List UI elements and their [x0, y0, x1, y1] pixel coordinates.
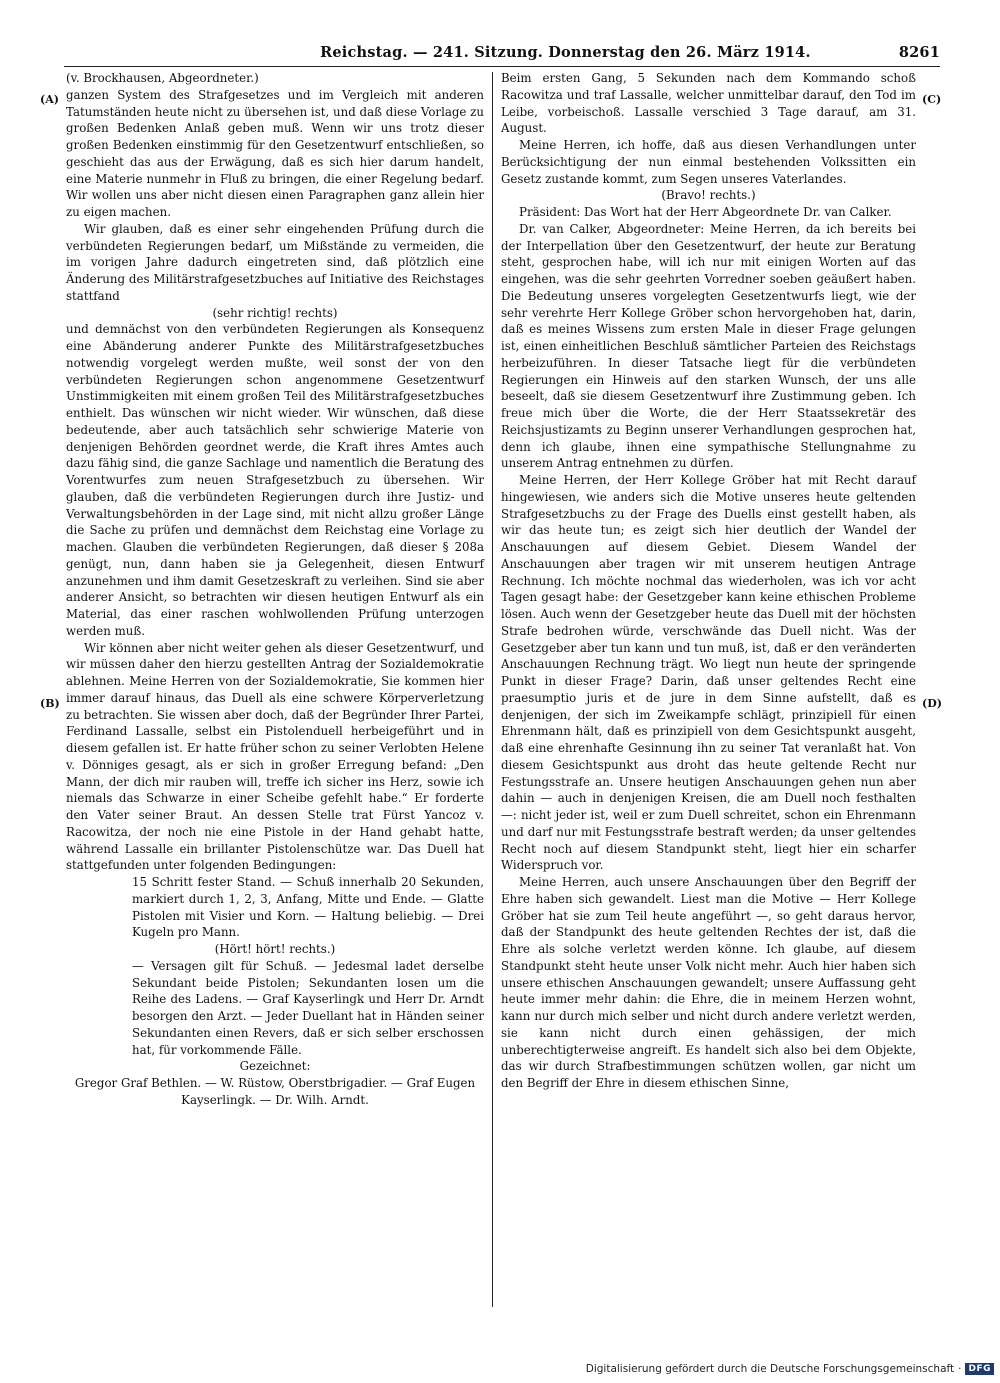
page-header — [252, 44, 940, 61]
paragraph: Meine Herren, ich hoffe, daß aus diesen Verhandlungen unter Berücksichtigung der nun einmal bestehenden Volkssitten ein Gesetz zustande kommt, zum Segen unseres Vaterlandes. — [501, 138, 916, 186]
footer-separator: · — [958, 1363, 962, 1375]
paragraph: Gezeichnet: — [239, 1059, 311, 1074]
margin-marker-c: (C) — [922, 93, 942, 106]
paragraph: Dr. van Calker, Abgeordneter: Meine Herren, da ich bereits bei der Interpellation über den Gesetzentwurf, der heute zur Beratung steht, gesprochen habe, will ich nur mit einigen Worten auf das eingehen, was die sehr geehrten Vorredner soeben geäußert haben. Die Bedeutung unseres vorgelegten Gesetzentwurfs liegt, wie der sehr verehrte Herr Kollege Gröber schon hervorgehoben hat, darin, daß es meines Wissens zum ersten Male in dieser Frage gelungen ist, einen einheitlichen Beschluß sämtlicher Parteien des Reichstags herbeizuführen. In dieser Tatsache liegt für die verbündeten Regierungen ein Hinweis auf den starken Wunsch, der uns alle beseelt, daß sie diesem Gesetzentwurf ihre Zustimmung geben. Ich freue mich über die Worte, die der Herr Staatssekretär des Reichsjustizamts zu Beginn unserer Verhandlungen gesprochen hat, denn ich glaube, ihnen eine sympathische Stellungnahme zu unserem Antrag entnehmen zu dürfen. — [501, 221, 916, 471]
margin-marker-d: (D) — [922, 697, 942, 710]
header-title: Reichstag. — 241. Sitzung. Donnerstag den 26. März 1914. — [320, 44, 811, 61]
footer-text: Digitalisierung gefördert durch die Deutsche Forschungsgemeinschaft — [585, 1363, 955, 1375]
right-column — [501, 70, 916, 1092]
margin-marker-b: (B) — [40, 697, 60, 710]
paragraph: 15 Schritt fester Stand. — Schuß innerhalb 20 Sekunden, markiert durch 1, 2, 3, Anfang, Mitte und Ende. — Glatte Pistolen mit Visier und Korn. — Haltung beliebig. — Drei Kugeln pro Mann. — [132, 875, 484, 940]
paragraph: Beim ersten Gang, 5 Sekunden nach dem Kommando schoß Racowitza und traf Lassalle, welcher unmittelbar darauf, den Tod im Leibe, vorbeischoß. Lassalle verschied 3 Tage darauf, am 31. August. — [501, 71, 916, 136]
column-divider — [492, 72, 493, 1307]
paragraph: Meine Herren, der Herr Kollege Gröber hat mit Recht darauf hingewiesen, wie anders sich die Motive unseres heute geltenden Strafgesetzbuchs zu der Frage des Duells einst gestellt haben, als wir das heute tun; es zeigt sich hier deutlich der Wandel der Anschauungen auf diesem Gebiet. Diesem Wandel der Anschauungen aber tragen wir mit unserem heutigen Antrage Rechnung. Ich möchte nochmal das wiederholen, was ich vor acht Tagen gesagt habe: der Gesetzgeber kann keine ethischen Probleme lösen. Auch wenn der Gesetzgeber heute das Duell mit der höchsten Strafe bedrohen würde, verschwände das Duell nicht. Was der Gesetzgeber aber tun kann und tun muß, ist, daß er den veränderten Anschauungen Rechnung trägt. Wo liegt nun heute der springende Punkt in dieser Frage? Darin, daß unser geltendes Recht eine praesumptio juris et de jure in dem Sinne aufstellt, daß es denjenigen, der sich im Zweikampfe schlägt, prinzipiell für einen Ehrenmann hält, daß es prinzipiell von dem Gesichtspunkt ausgeht, daß eine ehrenhafte Gesinnung ihn zu seiner Tat veranlaßt hat. Von diesem Gesichtspunkt aus droht das heute geltende Recht nur Festungsstrafe an. Unsere heutigen Anschauungen gehen nun aber dahin — auch in denjenigen Kreisen, die am Duell noch festhalten —: nicht jeder ist, weil er zum Duell schreitet, schon ein Ehrenmann und darf nur mit Festungsstrafe bestraft werden; da unser geltendes Recht noch auf diesem Standpunkt steht, liegt hier ein scharfer Widerspruch vor. — [501, 473, 916, 873]
margin-marker-a: (A) — [40, 93, 59, 106]
dfg-logo: DFG — [965, 1363, 994, 1375]
paragraph: — Versagen gilt für Schuß. — Jedesmal ladet derselbe Sekundant beide Pistolen; Sekundanten losen um die Reihe des Ladens. — Graf Kayserlingk und Herr Dr. Arndt besorgen den Arzt. — Jeder Duellant hat in Händen seiner Sekundanten einen Revers, daß er sich selber erschossen hat, für vorkommende Fälle. — [132, 958, 484, 1057]
paragraph: Meine Herren, auch unsere Anschauungen über den Begriff der Ehre haben sich gewandelt. Liest man die Motive — Herr Kollege Gröber hat sie zum Teil heute angeführt —, so geht daraus hervor, daß der Standpunkt des heute geltenden Rechtes der ist, daß die Ehre als solche verletzt werden könne. Ich glaube, auf diesem Standpunkt steht heute unser Volk nicht mehr. Auch hier haben sich unsere ethischen Anschauungen gewandelt; unsere Auffassung geht heute immer mehr dahin: die Ehre, die in meinem Herzen wohnt, kann nur durch mich selber und nicht durch andere verletzt werden, sie kann nicht durch einen gehässigen, der mich unberechtigterweise angreift. Es handelt sich also bei dem Objekte, das wir durch Strafbestimmungen schützen wollen, gar nicht um den Begriff der Ehre in diesem ethischen Sinne, — [501, 875, 916, 1090]
page-number: 8261 — [898, 44, 940, 61]
paragraph: (Hört! hört! rechts.) — [214, 942, 336, 956]
paragraph: Wir glauben, daß es einer sehr eingehenden Prüfung durch die verbündeten Regierungen bedarf, um Mißstände zu vermeiden, die im vorigen Jahre dadurch eingetreten sind, daß plötzlich eine Änderung des Militärstrafgesetzbuches auf Initiative des Reichstages stattfand — [66, 221, 484, 303]
paragraph: (sehr richtig! rechts) — [212, 305, 338, 320]
paragraph: Präsident: Das Wort hat der Herr Abgeordnete Dr. van Calker. — [519, 205, 892, 219]
paragraph: ganzen System des Strafgesetzes und im Vergleich mit anderen Tatumständen heute nicht zu übersehen ist, und daß diese Vorlage zu großen Bedenken Anlaß geben muß. Wenn wir uns trotz dieser großen Bedenken einstimmig für den Gesetzentwurf entschließen, so geschieht das aus der Erwägung, daß es sich hier darum handelt, eine Materie nunmehr in Fluß zu bringen, die einer Regelung bedarf. Wir wollen uns aber nicht diesen einen Paragraphen ganz allein hier zu eigen machen. — [66, 87, 484, 219]
paragraph: (Bravo! rechts.) — [661, 188, 756, 203]
left-column — [66, 70, 484, 1109]
footer — [586, 1363, 994, 1375]
paragraph: und demnächst von den verbündeten Regierungen als Konsequenz eine Abänderung anderer Punkte des Militärstrafgesetzbuches notwendig vorgelegt werden mußte, weil sonst der von den verbündeten Regierungen schon angenommene Gesetzentwurf Unstimmigkeiten mit einem großen Teil des Militärstrafgesetzbuches enthielt. Das wünschen wir nicht wieder. Wir wünschen, daß diese bedeutende, aber auch tatsächlich sehr schwierige Materie von denjenigen Behörden geordnet werde, die Kraft ihres Amtes auch dazu fähig sind, die ganze Sachlage und namentlich die Beratung des Vorentwurfes zum neuen Strafgesetzbuch zu übersehen. Wir glauben, daß die verbündeten Regierungen durch ihre Justiz- und Verwaltungsbehörden in der Lage sind, mit nicht allzu großer Länge die Sache zu prüfen und demnächst dem Reichstag eine Vorlage zu machen. Glauben die verbündeten Regierungen, daß dieser § 208a genügt, nun, dann haben sie ja Gelegenheit, diesen Entwurf anzunehmen und ihm damit Gesetzeskraft zu verleihen. Sind sie aber anderer Ansicht, so betrachten wir diesen heutigen Entwurf als ein Material, das einer raschen wohlwollenden Prüfung unterzogen werden muß. — [66, 322, 484, 638]
header-rule — [64, 66, 940, 67]
paragraph: Wir können aber nicht weiter gehen als dieser Gesetzentwurf, und wir müssen daher den hierzu gestellten Antrag der Sozialdemokratie ablehnen. Meine Herren von der Sozialdemokratie, Sie kommen hier immer darauf hinaus, das Duell als eine schwere Körperverletzung zu betrachten. Sie wissen aber doch, daß der Begründer Ihrer Partei, Ferdinand Lassalle, selbst ein Pistolenduell herbeigeführt und in diesem gefallen ist. Er hatte früher schon zu seiner Verlobten Helene v. Dönniges gesagt, als er sich in großer Erregung befand: „Den Mann, der dich mir rauben will, treffe ich sicher ins Herz, sowie ich niemals das Schwarze in einer Scheibe gefehlt habe.“ Er forderte den Vater seiner Braut. An dessen Stelle trat Fürst Yancoz v. Racowitza, der noch nie eine Pistole in der Hand gehabt hatte, während Lassalle ein brillanter Pistolenschütze war. Das Duell hat stattgefunden unter folgenden Bedingungen: — [66, 640, 484, 873]
paragraph: Gregor Graf Bethlen. — W. Rüstow, Oberstbrigadier. — Graf Eugen Kayserlingk. — Dr. Wilh. Arndt. — [74, 1076, 476, 1107]
paragraph: (v. Brockhausen, Abgeordneter.) — [66, 71, 259, 85]
